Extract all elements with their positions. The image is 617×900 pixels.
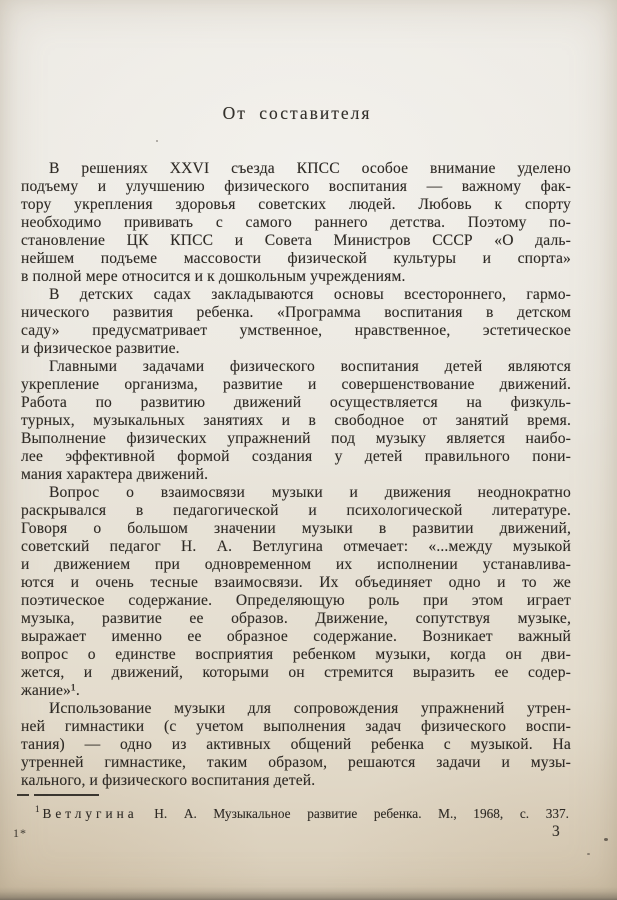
paragraph xyxy=(21,286,571,358)
text-line: укрепление организма, развитие и совершенствование движений. xyxy=(21,376,571,393)
text-line: тору укрепления здоровья советских людей. Любовь к спорту xyxy=(21,196,571,213)
text-line: становление ЦК КПСС и Совета Министров СССР «О даль- xyxy=(21,232,571,249)
text-line: музыка, развитие ее образов. Движение, сопутствуя музыке, xyxy=(21,610,571,627)
paragraph xyxy=(21,484,571,700)
footnote-text: Н. А. Музыкальное развитие ребенка. М., 1968, с. 337. xyxy=(154,806,569,821)
text-line: и физическое развитие. xyxy=(21,340,180,357)
text-line: в полной мере относится и к дошкольным учреждениям. xyxy=(21,268,406,285)
text-line: В решениях XXVI съезда КПСС особое внимание уделено xyxy=(49,160,571,177)
paper-speck xyxy=(604,838,608,841)
text-line: В детских садах закладываются основы всестороннего, гармо- xyxy=(49,286,571,303)
text-line: нического развития ребенка. «Программа воспитания в детском xyxy=(21,304,571,321)
body-text xyxy=(21,160,571,790)
text-line: кального, и физического воспитания детей. xyxy=(21,772,316,789)
text-line: жется, и движений, которыми он стремится выразить ее содер- xyxy=(21,664,571,681)
text-line: саду» предусматривает умственное, нравственное, эстетическое xyxy=(21,322,571,339)
footnote-rule xyxy=(17,794,99,796)
text-line: раскрывался в педагогической и психологической литературе. xyxy=(21,502,571,519)
footnote-marker: 1 xyxy=(35,804,40,814)
paper-speck xyxy=(156,140,158,142)
text-line: Выполнение физических упражнений под музыку является наибо- xyxy=(21,430,571,447)
paragraph xyxy=(21,358,571,484)
text-line: подъему и улучшению физического воспитания — важному фак- xyxy=(21,178,571,195)
text-line: Вопрос о взаимосвязи музыки и движения неоднократно xyxy=(49,484,571,501)
text-line: ней гимнастики (с учетом выполнения задач физического воспи- xyxy=(21,718,571,735)
paper-speck xyxy=(587,853,590,855)
text-line: лее эффективной формой создания у детей правильного пони- xyxy=(21,448,571,465)
scan-edge-bottom xyxy=(0,887,617,900)
text-line: мания характера движений. xyxy=(21,466,209,483)
text-line: Главными задачами физического воспитания детей являются xyxy=(49,358,571,375)
text-line: вопрос о единстве восприятия ребенком музыки, когда он дви- xyxy=(21,646,571,663)
text-line: выражает именно ее образное содержание. Возникает важный xyxy=(21,628,571,645)
text-line: Работа по развитию движений осуществляется на физкуль- xyxy=(21,394,571,411)
text-line: и движением при одновременном их исполнении устанавлива- xyxy=(21,556,571,573)
paragraph xyxy=(21,160,571,286)
footnote-author: Ветлугина xyxy=(42,806,138,821)
printer-signature-mark: 1* xyxy=(13,826,27,840)
paragraph xyxy=(21,700,571,790)
text-line: тания) — одно из активных общений ребенка с музыкой. На xyxy=(21,736,571,753)
text-line: нейшем подъеме массовости физической культуры и спорта» xyxy=(21,250,571,267)
page-title: От составителя xyxy=(222,103,372,123)
text-line: утренней гимнастике, таким образом, решаются задачи и музы- xyxy=(21,754,571,771)
page-number: 3 xyxy=(552,823,560,840)
text-line: турных, музыкальных занятиях и в свободное от занятий время. xyxy=(21,412,571,429)
text-line: ются и очень тесные взаимосвязи. Их объединяет одно и то же xyxy=(21,574,571,591)
text-line: поэтическое содержание. Определяющую роль при этом играет xyxy=(21,592,571,609)
footnote xyxy=(21,801,569,822)
text-line: Говоря о большом значении музыки в развитии движений, xyxy=(21,520,571,537)
text-line: Использование музыки для сопровождения упражнений утрен- xyxy=(49,700,571,717)
text-line: необходимо прививать с самого раннего детства. Поэтому по- xyxy=(21,214,571,231)
text-line: жание»¹. xyxy=(21,682,80,699)
text-line: советский педагог Н. А. Ветлугина отмечает: «...между музыкой xyxy=(21,538,571,555)
